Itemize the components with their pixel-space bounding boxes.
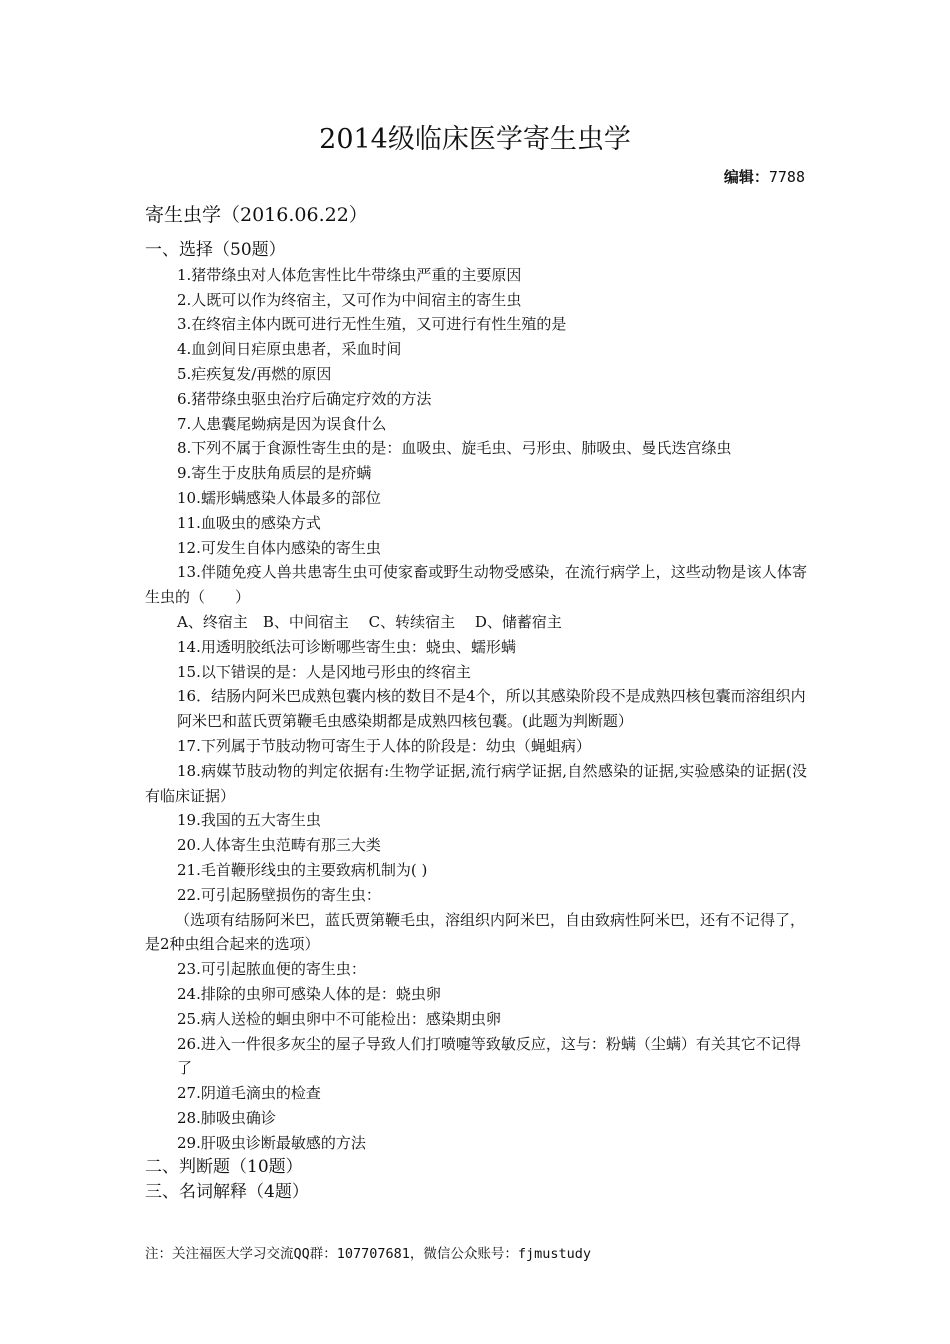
- question-item: 7.人患囊尾蚴病是因为误食什么: [177, 414, 387, 433]
- part-heading-choice: 一、选择（50题）: [145, 240, 286, 260]
- question-item: 28.肺吸虫确诊: [177, 1108, 276, 1127]
- question-item: 24.排除的虫卵可感染人体的是：蛲虫卵: [177, 984, 441, 1003]
- question-item: 13.伴随免疫人兽共患寄生虫可使家畜或野生动物受感染，在流行病学上，这些动物是该人体寄生虫的（ ）: [145, 563, 807, 607]
- question-item: 1.猪带绦虫对人体危害性比牛带绦虫严重的主要原因: [177, 265, 522, 284]
- editor-label: 编辑：: [723, 168, 769, 186]
- question-item: 19.我国的五大寄生虫: [177, 811, 321, 830]
- question-item: 17.下列属于节肢动物可寄生于人体的阶段是：幼虫（蝇蛆病）: [177, 736, 591, 755]
- question-list: [145, 238, 807, 1205]
- editor-line: [724, 166, 805, 188]
- question-item: 5.疟疾复发/再燃的原因: [177, 364, 332, 383]
- footer-note: 注：关注福医大学习交流QQ群：107707681，微信公众账号：fjmustudy: [145, 1246, 592, 1262]
- question-item: 26.进入一件很多灰尘的屋子导致人们打喷嚏等致敏反应，这与：粉螨（尘螨）有关其它不记得了: [177, 1034, 801, 1078]
- question-item: 20.人体寄生虫范畴有那三大类: [177, 836, 381, 855]
- question-item: 8.下列不属于食源性寄生虫的是：血吸虫、旋毛虫、弓形虫、肺吸虫、曼氏迭宫绦虫: [177, 439, 732, 458]
- question-item: 14.用透明胶纸法可诊断哪些寄生虫：蛲虫、蠕形螨: [177, 637, 516, 656]
- question-item: 16．结肠内阿米巴成熟包囊内核的数目不是4个，所以其感染阶段不是成熟四核包囊而溶组织内阿米巴和蓝氏贾第鞭毛虫感染期都是成熟四核包囊。(此题为判断题）: [177, 687, 806, 731]
- question-item: 15.以下错误的是：人是冈地弓形虫的终宿主: [177, 662, 471, 681]
- question-item: 10.蠕形螨感染人体最多的部位: [177, 488, 381, 507]
- question-item: 27.阴道毛滴虫的检查: [177, 1084, 321, 1103]
- question-item: 25.病人送检的蛔虫卵中不可能检出：感染期虫卵: [177, 1009, 501, 1028]
- question-item: 11.血吸虫的感染方式: [177, 513, 321, 532]
- part-heading-terms: 三、名词解释（4题）: [145, 1182, 309, 1203]
- question-item: 23.可引起脓血便的寄生虫：: [177, 960, 366, 979]
- question-item: 9.寄生于皮肤角质层的是疥螨: [177, 464, 372, 483]
- part-heading-judgement: 二、判断题（10题）: [145, 1157, 303, 1178]
- question-item: 18.病媒节肢动物的判定依据有:生物学证据,流行病学证据,自然感染的证据,实验感染的证据(没有临床证据）: [145, 761, 807, 805]
- question-item: 21.毛首鞭形线虫的主要致病机制为( ): [177, 860, 428, 879]
- question-item: 6.猪带绦虫驱虫治疗后确定疗效的方法: [177, 389, 432, 408]
- question-note: （选项有结肠阿米巴，蓝氏贾第鞭毛虫，溶组织内阿米巴，自由致病性阿米巴，还有不记得了，是2种虫组合起来的选项）: [145, 910, 806, 954]
- question-item: 2.人既可以作为终宿主，又可作为中间宿主的寄生虫: [177, 290, 522, 309]
- editor-value: 7788: [768, 168, 805, 186]
- question-item: 3.在终宿主体内既可进行无性生殖，又可进行有性生殖的是: [177, 315, 567, 334]
- document-title: 2014级临床医学寄生虫学: [319, 124, 631, 155]
- question-item: 22.可引起肠壁损伤的寄生虫：: [177, 885, 381, 904]
- section-heading: 寄生虫学（2016.06.22）: [145, 204, 368, 226]
- question-item: 29.肝吸虫诊断最敏感的方法: [177, 1133, 366, 1152]
- question-item: 12.可发生自体内感染的寄生虫: [177, 538, 381, 557]
- question-item: 4.血剑间日疟原虫患者，采血时间: [177, 340, 402, 359]
- question-options: A、终宿主 B、中间宿主 C、转续宿主 D、储蓄宿主: [177, 612, 562, 631]
